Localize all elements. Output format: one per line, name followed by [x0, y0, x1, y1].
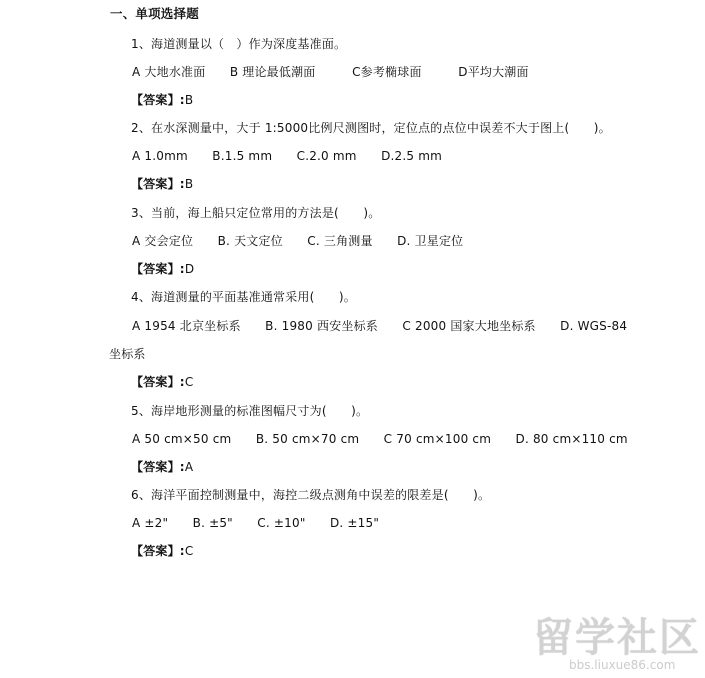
- answer-value: B: [184, 93, 194, 107]
- answer-value: C: [184, 375, 194, 389]
- answer-value: D: [184, 262, 195, 276]
- question-6-stem: 6、海洋平面控制测量中，海控二级点测角中误差的限差是( )。: [131, 488, 491, 502]
- question-5-options: A 50 cm×50 cm B. 50 cm×70 cm C 70 cm×100 cm D. 80 cm×110 cm: [132, 432, 628, 446]
- question-5-answer: [131, 459, 193, 475]
- question-4-options-wrap: 坐标系: [109, 347, 146, 361]
- watermark-title: 留学社区: [533, 615, 701, 661]
- question-2-answer: [131, 176, 193, 192]
- question-3-options: A 交会定位 B. 天文定位 C. 三角测量 D. 卫星定位: [132, 234, 464, 248]
- question-2-stem: 2、在水深测量中，大于 1:5000比例尺测图时，定位点的点位中误差不大于图上( )。: [131, 121, 611, 135]
- question-1-stem: 1、海道测量以（ ）作为深度基准面。: [131, 37, 347, 51]
- watermark-url: bbs.liuxue86.com: [569, 658, 676, 672]
- answer-label: 【答案】:: [131, 93, 185, 107]
- answer-value: B: [184, 177, 194, 191]
- question-1-answer: [131, 92, 193, 108]
- question-5-stem: 5、海岸地形测量的标准图幅尺寸为( )。: [131, 404, 369, 418]
- question-6-options: A ±2" B. ±5" C. ±10" D. ±15": [132, 516, 380, 530]
- answer-value: A: [184, 460, 194, 474]
- question-4-options: A 1954 北京坐标系 B. 1980 西安坐标系 C 2000 国家大地坐标系 D. WGS-84: [132, 319, 628, 333]
- question-4-stem: 4、海道测量的平面基准通常采用( )。: [131, 290, 356, 304]
- question-1-options: A 大地水准面 B 理论最低潮面 C参考椭球面 D平均大潮面: [132, 65, 529, 79]
- answer-label: 【答案】:: [131, 544, 185, 558]
- question-2-options: A 1.0mm B.1.5 mm C.2.0 mm D.2.5 mm: [132, 149, 443, 163]
- answer-label: 【答案】:: [131, 375, 185, 389]
- answer-label: 【答案】:: [131, 460, 185, 474]
- question-3-answer: [131, 261, 194, 277]
- question-4-answer: [131, 374, 193, 390]
- section-title: 一、单项选择题: [110, 6, 199, 21]
- question-3-stem: 3、当前，海上船只定位常用的方法是( )。: [131, 206, 381, 220]
- answer-label: 【答案】:: [131, 177, 185, 191]
- question-6-answer: [131, 543, 193, 559]
- answer-label: 【答案】:: [131, 262, 185, 276]
- answer-value: C: [184, 544, 194, 558]
- site-watermark: [525, 604, 703, 678]
